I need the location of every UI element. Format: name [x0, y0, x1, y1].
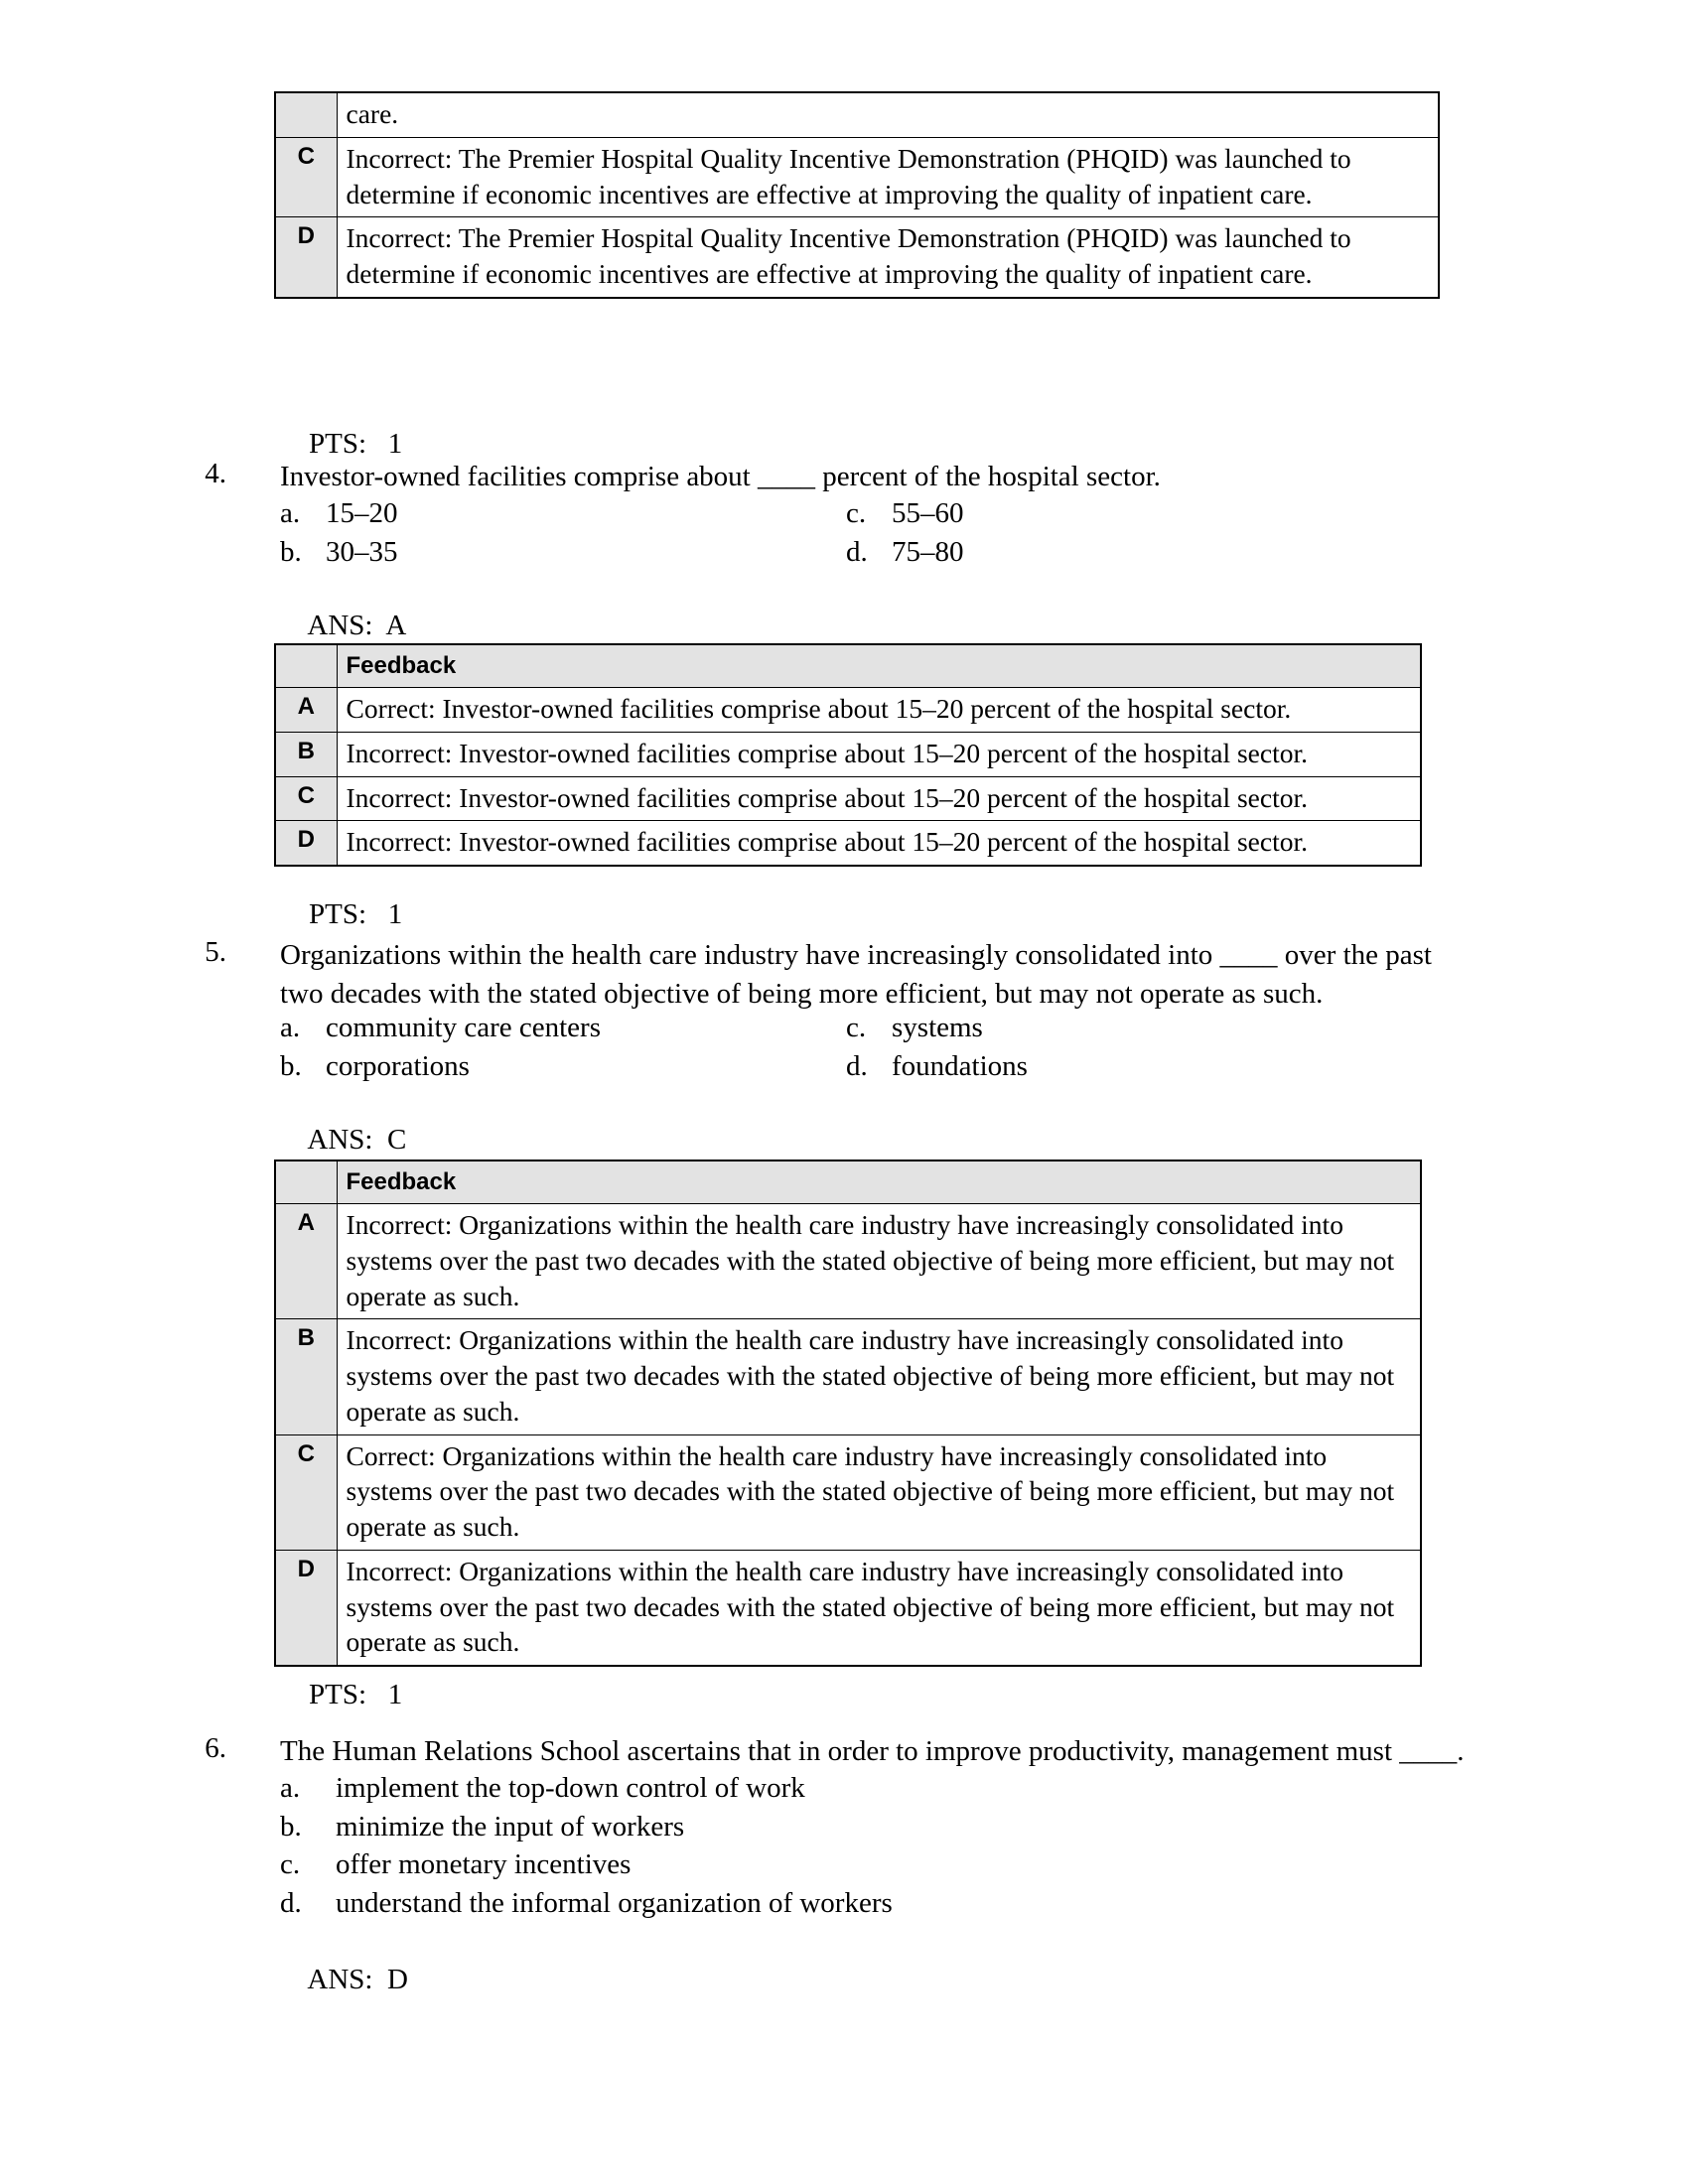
- choice-b[interactable]: [280, 1047, 846, 1086]
- choice-row: [280, 1884, 1442, 1923]
- feedback-table-5: [274, 1160, 1422, 1667]
- table-header-row: [275, 1160, 1421, 1204]
- row-text: care.: [337, 92, 1439, 137]
- choice-letter: c.: [846, 497, 867, 529]
- pts-line-5: [280, 1646, 402, 1744]
- feedback-header: Feedback: [337, 644, 1421, 688]
- table-row: [275, 776, 1421, 821]
- choice-letter: a.: [280, 497, 301, 529]
- choice-b[interactable]: [280, 533, 846, 572]
- choice-d[interactable]: [846, 1047, 1402, 1086]
- choice-d[interactable]: [280, 1884, 1442, 1923]
- row-text: Correct: Investor-owned facilities comprise about 15–20 percent of the hospital sector.: [337, 688, 1421, 733]
- question-stem-4: Investor-owned facilities comprise about ____ percent of the hospital sector.: [280, 461, 1161, 492]
- header-label-blank: [275, 644, 337, 688]
- choice-c[interactable]: [846, 494, 1402, 533]
- table-row: [275, 217, 1439, 298]
- row-label: C: [275, 776, 337, 821]
- table-row: [275, 1550, 1421, 1666]
- row-text: Incorrect: Investor-owned facilities comprise about 15–20 percent of the hospital sector.: [337, 732, 1421, 776]
- table-row: [275, 821, 1421, 866]
- row-label: D: [275, 217, 337, 298]
- choice-text: 15–20: [326, 497, 398, 529]
- choices-5: [280, 1009, 1442, 1085]
- ans-label: ANS:: [307, 610, 373, 641]
- question-number-6: 6.: [205, 1732, 226, 1764]
- choice-text: minimize the input of workers: [336, 1810, 685, 1843]
- choice-letter: c.: [280, 1848, 301, 1881]
- row-label-blank: [275, 92, 337, 137]
- choice-text: understand the informal organization of workers: [336, 1886, 893, 1919]
- pts-label: PTS:: [309, 1679, 367, 1710]
- table-row: [275, 732, 1421, 776]
- ans-label: ANS:: [307, 1124, 373, 1156]
- pts-label: PTS:: [309, 898, 367, 930]
- row-text: Incorrect: Investor-owned facilities comprise about 15–20 percent of the hospital sector.: [337, 776, 1421, 821]
- question-number-5: 5.: [205, 936, 226, 968]
- row-text: Incorrect: Organizations within the health care industry have increasingly consolidated into systems over the past two decades with the stated objective of being more efficient, but may not operate as such.: [337, 1550, 1421, 1666]
- row-text: Incorrect: Investor-owned facilities comprise about 15–20 percent of the hospital sector.: [337, 821, 1421, 866]
- choice-a[interactable]: [280, 494, 846, 533]
- row-label: B: [275, 1319, 337, 1434]
- pts-value: 1: [387, 428, 403, 460]
- choice-d[interactable]: [846, 533, 1402, 572]
- choice-text: systems: [892, 1012, 983, 1043]
- choice-row: [280, 1769, 1442, 1808]
- header-label-blank: [275, 1160, 337, 1204]
- choice-text: 55–60: [892, 497, 964, 529]
- row-label: D: [275, 821, 337, 866]
- choice-c[interactable]: [846, 1009, 1402, 1047]
- choice-text: foundations: [892, 1049, 1028, 1082]
- choice-text: corporations: [326, 1049, 470, 1082]
- question-stem-6: The Human Relations School ascertains that in order to improve productivity, management must ____.: [280, 1735, 1465, 1767]
- choice-text: community care centers: [326, 1012, 601, 1043]
- choice-row: [280, 1047, 1442, 1086]
- question-stem-5: Organizations within the health care industry have increasingly consolidated into ____ over the past two decades with the stated objective of being more efficient, but may not operate as such.: [280, 939, 1432, 1010]
- row-text: Incorrect: Organizations within the health care industry have increasingly consolidated into systems over the past two decades with the stated objective of being more efficient, but may not operate as such.: [337, 1204, 1421, 1319]
- pts-label: PTS:: [309, 428, 367, 460]
- table-row: [275, 137, 1439, 217]
- choice-a[interactable]: [280, 1769, 1442, 1808]
- row-text: Correct: Organizations within the health care industry have increasingly consolidated into systems over the past two decades with the stated objective of being more efficient, but may not operate as such.: [337, 1434, 1421, 1550]
- pts-value: 1: [387, 898, 403, 930]
- ans-label: ANS:: [307, 1964, 373, 1995]
- choice-row: [280, 1808, 1442, 1846]
- row-label: C: [275, 1434, 337, 1550]
- row-label: A: [275, 1204, 337, 1319]
- ans-value: C: [386, 1124, 407, 1156]
- row-label: D: [275, 1550, 337, 1666]
- answer-line-6: [280, 1931, 408, 2029]
- choice-row: [280, 1845, 1442, 1884]
- row-text: Incorrect: The Premier Hospital Quality Incentive Demonstration (PHQID) was launched to determine if economic incentives are effective at improving the quality of inpatient care.: [337, 137, 1439, 217]
- choice-a[interactable]: [280, 1009, 846, 1047]
- choice-row: [280, 533, 1442, 572]
- row-label: B: [275, 732, 337, 776]
- choice-letter: b.: [280, 1810, 302, 1843]
- pts-value: 1: [387, 1679, 403, 1710]
- ans-value: D: [386, 1964, 408, 1995]
- row-text: Incorrect: Organizations within the health care industry have increasingly consolidated into systems over the past two decades with the stated objective of being more efficient, but may not operate as such.: [337, 1319, 1421, 1434]
- choice-letter: a.: [280, 1012, 301, 1043]
- choice-letter: b.: [280, 1049, 302, 1082]
- question-number-4: 4.: [205, 458, 226, 489]
- table-row: [275, 688, 1421, 733]
- table-row: [275, 1204, 1421, 1319]
- choice-text: implement the top-down control of work: [336, 1772, 805, 1804]
- feedback-table-4: [274, 643, 1422, 867]
- ans-value: A: [385, 610, 407, 641]
- choice-c[interactable]: [280, 1845, 1442, 1884]
- choice-text: 75–80: [892, 535, 964, 568]
- table-row: [275, 1319, 1421, 1434]
- table-row: [275, 1434, 1421, 1550]
- choice-text: offer monetary incentives: [336, 1848, 632, 1881]
- choices-6: [280, 1769, 1442, 1922]
- choice-letter: d.: [846, 535, 868, 568]
- row-label: C: [275, 137, 337, 217]
- row-label: A: [275, 688, 337, 733]
- table-header-row: [275, 644, 1421, 688]
- choice-text: 30–35: [326, 535, 398, 568]
- choice-b[interactable]: [280, 1808, 1442, 1846]
- choice-letter: d.: [846, 1049, 868, 1082]
- choice-letter: d.: [280, 1886, 302, 1919]
- choices-4: [280, 494, 1442, 571]
- feedback-header: Feedback: [337, 1160, 1421, 1204]
- choice-row: [280, 494, 1442, 533]
- choice-row: [280, 1009, 1442, 1047]
- table-row: [275, 92, 1439, 137]
- choice-letter: a.: [280, 1772, 301, 1804]
- row-text: Incorrect: The Premier Hospital Quality Incentive Demonstration (PHQID) was launched to determine if economic incentives are effective at improving the quality of inpatient care.: [337, 217, 1439, 298]
- choice-letter: b.: [280, 535, 302, 568]
- choice-letter: c.: [846, 1012, 867, 1043]
- feedback-table-carryover: [274, 91, 1440, 299]
